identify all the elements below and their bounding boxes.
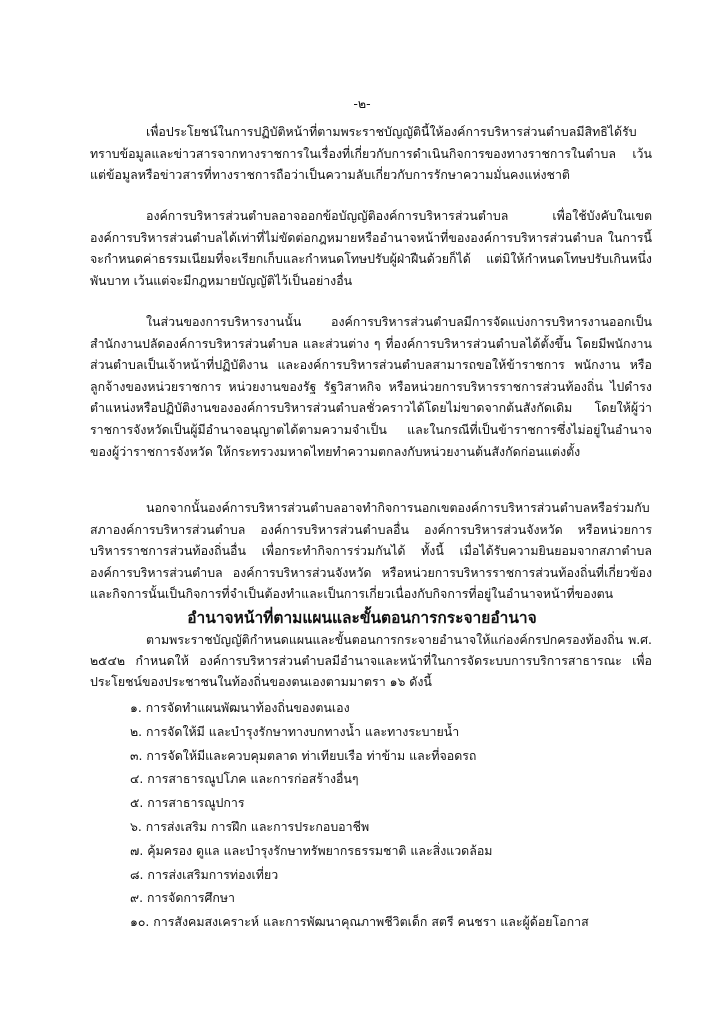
list-item: ๒. การจัดให้มี และบำรุงรักษาทางบกทางน้ำ และทางระบายน้ำ	[130, 723, 460, 739]
list-item: ๕. การสาธารณูปการ	[130, 795, 245, 811]
list-item: ๘. การส่งเสริมการท่องเที่ยว	[130, 866, 279, 882]
paragraph-text: นอกจากนั้นองค์การบริหารส่วนตำบลอาจทำกิจการนอกเขตองค์การบริหารส่วนตำบลหรือร่วมกับสภาองค์การบริหารส่วนตำบล องค์การบริหารส่วนตำบลอื่น องค์การบริหารส่วนจังหวัด หรือหน่วยการบริหารราชการส่วนท้องถิ่นอื่น เพื่อกระทำกิจการร่วมกันได้ ทั้งนี้ เมื่อได้รับความยินยอมจากสภาตำบลองค์การบริหารส่วนตำบล องค์การบริหารส่วนจังหวัด หรือหน่วยการบริหารราชการส่วนท้องถิ่นที่เกี่ยวข้อง และกิจการนั้นเป็นกิจการที่จำเป็นต้องทำและเป็นการเกี่ยวเนื่องกับกิจการที่อยู่ในอำนาจหน้าที่ของตน	[90, 500, 652, 602]
paragraph-administration	[90, 311, 652, 462]
section-intro	[90, 629, 652, 692]
list-item: ๑๐. การสังคมสงเคราะห์ และการพัฒนาคุณภาพชีวิตเด็ก สตรี คนชรา และผู้ด้อยโอกาส	[130, 914, 589, 930]
paragraph-info-rights	[90, 121, 652, 186]
list-item: ๗. คุ้มครอง ดูแล และบำรุงรักษาทรัพยากรธรรมชาติ และสิ่งแวดล้อม	[130, 842, 493, 858]
section-heading: อำนาจหน้าที่ตามแผนและขั้นตอนการกระจายอำนาจ	[187, 609, 537, 627]
duties-list	[130, 696, 660, 934]
list-item: ๑. การจัดทำแผนพัฒนาท้องถิ่นของตนเอง	[130, 700, 350, 715]
page-number: -๒-	[353, 96, 371, 111]
list-item: ๓. การจัดให้มีและควบคุมตลาด ท่าเทียบเรือ ท่าข้าม และที่จอดรถ	[130, 747, 477, 763]
paragraph-text: ในส่วนของการบริหารงานนั้น องค์การบริหารส่วนตำบลมีการจัดแบ่งการบริหารงานออกเป็นสำนักงานปลัดองค์การบริหารส่วนตำบล และส่วนต่าง ๆ ที่องค์การบริหารส่วนตำบลได้ตั้งขึ้น โดยมีพนักงานส่วนตำบลเป็นเจ้าหน้าที่ปฏิบัติงาน และองค์การบริหารส่วนตำบลสามารถขอให้ข้าราชการ พนักงาน หรือลูกจ้างของหน่วยราชการ หน่วยงานของรัฐ รัฐวิสาหกิจ หรือหน่วยการบริหารราชการส่วนท้องถิ่น ไปดำรงตำแหน่งหรือปฏิบัติงานขององค์การบริหารส่วนตำบลชั่วคราวได้โดยไม่ขาดจากต้นสังกัดเดิม โดยให้ผู้ว่าราชการจังหวัดเป็นผู้มีอำนาจอนุญาตได้ตามความจำเป็น และในกรณีที่เป็นข้าราชการซึ่งไม่อยู่ในอำนาจของผู้ว่าราชการจังหวัด ให้กระทรวงมหาดไทยทำความตกลงกับหน่วยงานต้นสังกัดก่อนแต่งตั้ง	[90, 314, 652, 459]
list-item: ๙. การจัดการศึกษา	[130, 890, 235, 906]
list-item: ๖. การส่งเสริม การฝึก และการประกอบอาชีพ	[130, 818, 370, 834]
paragraph-text: องค์การบริหารส่วนตำบลอาจออกข้อบัญญัติองค์การบริหารส่วนตำบล เพื่อใช้บังคับในเขตองค์การบริหารส่วนตำบลได้เท่าที่ไม่ขัดต่อกฎหมายหรืออำนาจหน้าที่ขององค์การบริหารส่วนตำบล ในการนี้จะกำหนดค่าธรรมเนียมที่จะเรียกเก็บและกำหนดโทษปรับผู้ฝ่าฝืนด้วยก็ได้ แต่มิให้กำหนดโทษปรับเกินหนึ่งพันบาท เว้นแต่จะมีกฎหมายบัญญัติไว้เป็นอย่างอื่น	[90, 208, 652, 288]
paragraph-text: เพื่อประโยชน์ในการปฏิบัติหน้าที่ตามพระราชบัญญัตินี้ให้องค์การบริหารส่วนตำบลมีสิทธิได้รับทราบข้อมูลและข่าวสารจากทางราชการในเรื่องที่เกี่ยวกับการดำเนินกิจการของทางราชการในตำบล เว้นแต่ข้อมูลหรือข่าวสารที่ทางราชการถือว่าเป็นความลับเกี่ยวกับการรักษาความมั่นคงแห่งชาติ	[90, 124, 652, 183]
paragraph-ordinances	[90, 205, 652, 291]
paragraph-joint-activities	[90, 497, 652, 605]
list-item: ๔. การสาธารณูปโภค และการก่อสร้างอื่นๆ	[130, 771, 359, 787]
paragraph-text: ตามพระราชบัญญัติกำหนดแผนและขั้นตอนการกระจายอำนาจให้แก่องค์กรปกครองท้องถิ่น พ.ศ. ๒๕๔๒ กำหนดให้ องค์การบริหารส่วนตำบลมีอำนาจและหน้าที่ในการจัดระบบการบริการสาธารณะ เพื่อประโยชน์ของประชาชนในท้องถิ่นของตนเองตามมาตรา ๑๖ ดังนี้	[90, 632, 652, 689]
